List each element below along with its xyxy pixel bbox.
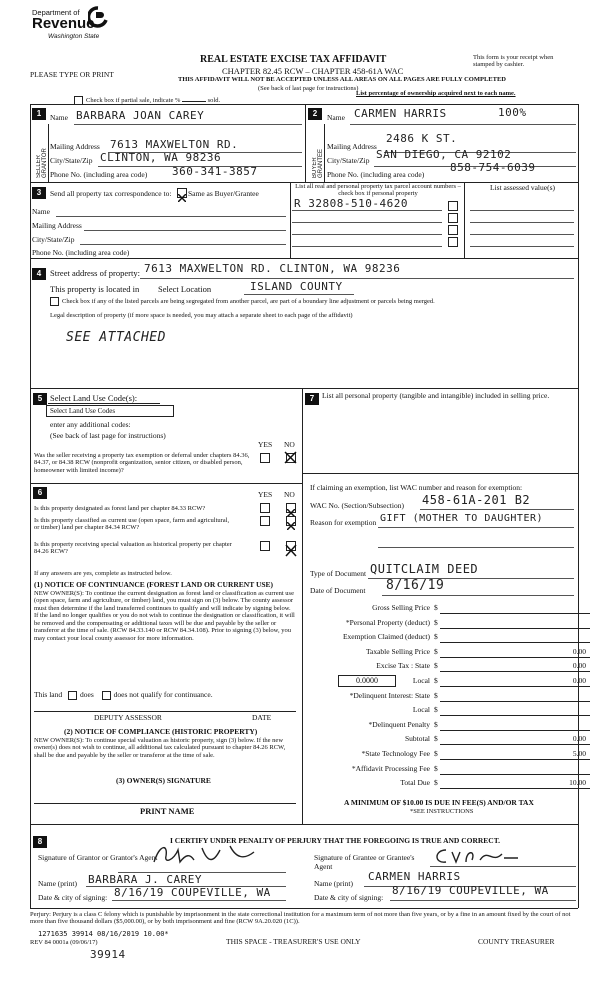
grantor-date-city-label: Date & city of signing: <box>38 893 108 902</box>
section-4-number: 4 <box>32 268 46 280</box>
fee-row <box>310 632 590 644</box>
fee-value[interactable]: 0.00 <box>572 646 586 656</box>
see-instructions: *SEE INSTRUCTIONS <box>410 808 474 815</box>
fee-label: Gross Selling Price <box>372 603 430 612</box>
notice2-title: (2) NOTICE OF COMPLIANCE (HISTORIC PROPERTY) <box>64 727 258 736</box>
continuance-row <box>34 690 213 700</box>
seller-name-label: Name <box>50 113 68 122</box>
fee-row <box>310 647 590 659</box>
minimum-note: A MINIMUM OF $10.00 IS DUE IN FEE(S) AND/OR TAX <box>344 798 534 807</box>
does-not-checkbox[interactable] <box>102 691 111 700</box>
fee-line <box>440 759 590 760</box>
dollar-sign: $ <box>434 603 438 612</box>
fee-row <box>310 778 590 790</box>
not-accepted-notice: THIS AFFIDAVIT WILL NOT BE ACCEPTED UNLESS ALL AREAS ON ALL PAGES ARE FULLY COMPLETED <box>178 76 506 83</box>
dollar-sign: $ <box>434 749 438 758</box>
assessed-header: List assessed value(s) <box>490 183 555 192</box>
dollar-sign: $ <box>434 734 438 744</box>
grantor-name[interactable]: BARBARA J. CAREY <box>88 873 202 886</box>
owner-signature-label: (3) OWNER(S) SIGNATURE <box>116 776 211 785</box>
same-as-buyer-checkbox[interactable] <box>177 188 187 198</box>
s6-q3-yes-checkbox[interactable] <box>260 541 270 551</box>
recording-stamp: 1271635 39914 08/16/2019 10.00* <box>38 930 169 938</box>
fee-value[interactable]: 0.00 <box>572 734 586 744</box>
s6-q1: Is this property designated as forest land per chapter 84.33 RCW? <box>34 505 206 512</box>
notice2-body: NEW OWNER(S): To continue special valuation as historic property, sign (3) below. If the new owner(s) does not wish to continue, all additional tax calculated pursuant to chapter 84.26 RCW, shall be due and payable by the seller or transferor at the time of sale. <box>34 737 286 759</box>
seller-side-label: SELLER GRANTOR <box>36 148 48 178</box>
fee-row <box>310 618 590 630</box>
grantor-name-label: Name (print) <box>38 879 77 888</box>
seller-mailing[interactable]: 7613 MAXWELTON RD. <box>110 138 239 151</box>
fee-label: *Delinquent Interest: State <box>349 690 430 700</box>
dollar-sign: $ <box>434 690 438 700</box>
form-chapter: CHAPTER 82.45 RCW – CHAPTER 458-61A WAC <box>222 66 404 76</box>
fee-row <box>310 661 590 673</box>
grantee-name-label: Name (print) <box>314 879 353 888</box>
grantee-date-city[interactable]: 8/16/19 COUPEVILLE, WA <box>392 884 549 897</box>
dollar-sign: $ <box>434 719 438 729</box>
street-address[interactable]: 7613 MAXWELTON RD. CLINTON, WA 98236 <box>144 262 401 275</box>
qualify-label: qualify for continuance. <box>140 690 213 699</box>
grantor-date-city[interactable]: 8/16/19 COUPEVILLE, WA <box>114 886 271 899</box>
doc-date[interactable]: 8/16/19 <box>386 578 445 593</box>
buyer-phone[interactable]: 858-754-6039 <box>450 161 536 174</box>
grantee-date-city-label: Date & city of signing: <box>314 893 384 902</box>
exemption-reason[interactable]: GIFT (MOTHER TO DAUGHTER) <box>380 513 544 524</box>
assessor-date-label: DATE <box>252 713 272 722</box>
county-treasurer-label: COUNTY TREASURER <box>478 937 555 946</box>
fee-line <box>440 686 590 687</box>
fee-row <box>310 734 590 746</box>
fee-row <box>310 749 590 761</box>
see-back-header: (See back of last page for instructions) <box>258 85 359 92</box>
seller-phone-label: Phone No. (including area code) <box>50 170 148 179</box>
select-location[interactable]: Select Location <box>158 284 212 294</box>
located-label: This property is located in <box>50 284 140 294</box>
seller-phone[interactable]: 360-341-3857 <box>172 165 258 178</box>
street-label: Street address of property: <box>50 268 140 278</box>
does-not-label: does not <box>113 690 139 699</box>
dollar-sign: $ <box>434 661 438 671</box>
dollar-sign: $ <box>434 705 438 715</box>
segregated-row <box>50 297 575 306</box>
s3-city-label: City/State/Zip <box>32 235 75 244</box>
s6-q3-no-checkbox[interactable] <box>286 541 296 551</box>
fee-label: Taxable Selling Price <box>365 646 430 656</box>
parcel-personal-checkbox-2[interactable] <box>448 213 458 223</box>
wac-number[interactable]: 458-61A-201 B2 <box>422 493 531 507</box>
section-8-number: 8 <box>33 836 47 848</box>
fee-line <box>440 701 590 702</box>
s6-q2-no-checkbox[interactable] <box>286 516 296 526</box>
fee-value[interactable]: 10.00 <box>569 778 586 788</box>
s5-yes-header: YES <box>258 440 273 449</box>
parcel-number[interactable]: R 32808-510-4620 <box>294 197 408 210</box>
grantor-signature-label: Signature of Grantor or Grantor's Agent <box>38 853 158 862</box>
fee-label: Local <box>412 676 430 685</box>
segregated-label: Check box if any of the listed parcels are being segregated from another parcel, are part of a boundary line adjustment or parcels being merged. <box>62 297 435 305</box>
local-rate-input[interactable]: 0.0000 <box>338 675 396 687</box>
does-checkbox[interactable] <box>68 691 77 700</box>
fee-label: Subtotal <box>404 734 430 744</box>
parcel-header: List all real and personal property tax parcel account numbers – check box if personal property <box>295 183 461 198</box>
personal-property-label: List all personal property (tangible and intangible) included in selling price. <box>322 391 550 400</box>
fee-line <box>440 613 590 614</box>
grantee-signature-label: Signature of Grantee or Grantee's Agent <box>314 853 415 871</box>
fee-line <box>440 657 590 658</box>
fee-label: *Personal Property (deduct) <box>345 617 430 627</box>
s6-if-yes: If any answers are yes, complete as instructed below. <box>34 570 172 577</box>
section-2-number: 2 <box>308 108 322 120</box>
exemption-intro: If claiming an exemption, list WAC number and reason for exemption: <box>310 483 523 492</box>
doc-type-label: Type of Document <box>310 569 367 578</box>
buyer-name[interactable]: CARMEN HARRIS <box>354 107 447 120</box>
fee-label: Exemption Claimed (deduct) <box>342 632 430 642</box>
fee-row <box>310 720 590 732</box>
s5-no-checkbox[interactable] <box>286 453 296 463</box>
fee-line <box>440 628 590 629</box>
send-correspondence-label: Send all property tax correspondence to: <box>50 189 172 198</box>
perjury-notice: Perjury: Perjury is a class C felony which is punishable by imprisonment in the state correctional institution for a maximum term of not more than five years, or by a fine in an amount fixed by the court of not more than five thousand dollars ($5,000.00), or by both imprisonment and fine (RCW 9A.20.020 (1C)). <box>30 911 571 926</box>
treasurer-space-label: THIS SPACE - TREASURER'S USE ONLY <box>226 937 361 946</box>
seller-name[interactable]: BARBARA JOAN CAREY <box>76 109 205 122</box>
seller-city[interactable]: CLINTON, WA 98236 <box>100 151 222 164</box>
fee-label: Local <box>412 705 430 715</box>
fee-line <box>440 730 590 731</box>
dollar-sign: $ <box>434 632 438 642</box>
legal-description[interactable]: SEE ATTACHED <box>66 330 166 345</box>
segregated-checkbox[interactable] <box>50 297 59 306</box>
land-use-select[interactable]: Select Land Use Codes <box>46 405 174 417</box>
fee-label: Total Due <box>400 778 430 788</box>
buyer-city-label: City/State/Zip <box>327 156 370 165</box>
fee-line <box>440 671 590 672</box>
fee-row <box>310 603 590 615</box>
doc-type[interactable]: QUITCLAIM DEED <box>370 562 479 576</box>
exemption-reason-label: Reason for exemption <box>310 518 377 527</box>
fee-label: *State Technology Fee <box>361 749 430 758</box>
form-title: REAL ESTATE EXCISE TAX AFFIDAVIT <box>200 54 387 65</box>
fee-value[interactable]: 5.00 <box>572 749 586 758</box>
receipt-note: This form is your receipt when stamped by cashier. <box>473 54 554 69</box>
section-6-number: 6 <box>33 487 47 499</box>
notice1-body: NEW OWNER(S): To continue the current designation as forest land or classification as current use (open space, farm and agriculture, or timber) land, you must sign on (3) below. The county assessor must then determine if the land transferred continues to qualify and will indicate by signing below. If the land no longer qualifies or you do not wish to continue the designation or classification, it will be removed and the compensating or additional taxes will be due and payable by the seller or transferor at the time of sale. (RCW 84.33.140 or RCW 84.34.108). Prior to signing (3) below, you may contact your local county assessor for more information. <box>34 590 295 642</box>
s3-phone-label: Phone No. (including area code) <box>32 248 130 257</box>
buyer-name-label: Name <box>327 113 345 122</box>
grantee-name[interactable]: CARMEN HARRIS <box>368 870 461 883</box>
s5-yes-checkbox[interactable] <box>260 453 270 463</box>
please-type: PLEASE TYPE OR PRINT <box>30 70 114 79</box>
dept-line2: Revenue <box>32 15 95 32</box>
additional-codes-label: enter any additional codes: <box>50 420 131 429</box>
section-5-number: 5 <box>33 393 47 405</box>
doc-date-label: Date of Document <box>310 586 366 595</box>
same-as-buyer-label: Same as Buyer/Grantee <box>188 189 259 198</box>
fee-row <box>310 691 590 703</box>
partial-sale-label: Check box if partial sale, indicate % <box>86 96 181 104</box>
print-name-label: PRINT NAME <box>140 806 195 816</box>
parcel-personal-checkbox-1[interactable] <box>448 201 458 211</box>
does-label: does <box>80 690 94 699</box>
buyer-side-label: BUYER GRANTEE <box>312 148 324 178</box>
buyer-city[interactable]: SAN DIEGO, CA 92102 <box>376 148 512 161</box>
s6-yes-header: YES <box>258 490 273 499</box>
dollar-sign: $ <box>434 778 438 788</box>
notice1-title: (1) NOTICE OF CONTINUANCE (FOREST LAND OR CURRENT USE) <box>34 580 274 589</box>
buyer-pct[interactable]: 100% <box>498 106 527 119</box>
deputy-assessor-label: DEPUTY ASSESSOR <box>94 713 162 722</box>
seller-city-label: City/State/Zip <box>50 156 93 165</box>
fee-row <box>310 705 590 717</box>
s6-q3: Is this property receiving special valuation as historical property per chapter 84.26 RCW? <box>34 541 232 556</box>
dollar-sign: $ <box>434 646 438 656</box>
buyer-phone-label: Phone No. (including area code) <box>327 170 425 179</box>
fee-row <box>310 764 590 776</box>
rev-number: REV 84 0001a (09/06/17) <box>30 939 98 946</box>
fee-label: Excise Tax : State <box>376 661 430 671</box>
dollar-sign: $ <box>434 763 438 773</box>
s3-name-label: Name <box>32 207 50 216</box>
s6-q1-no-checkbox[interactable] <box>286 503 296 513</box>
fee-value[interactable]: 0.00 <box>572 661 586 671</box>
parcel-personal-checkbox-3[interactable] <box>448 225 458 235</box>
fee-line <box>440 715 590 716</box>
certify-statement: I CERTIFY UNDER PENALTY OF PERJURY THAT THE FOREGOING IS TRUE AND CORRECT. <box>170 836 501 845</box>
s5-no-header: NO <box>284 440 295 449</box>
grantor-signature <box>150 842 260 873</box>
grantee-signature <box>432 846 522 873</box>
parcel-personal-checkbox-4[interactable] <box>448 237 458 247</box>
fee-line <box>440 744 590 745</box>
buyer-mailing[interactable]: 2486 K ST. <box>386 132 458 145</box>
legal-description-label: Legal description of property (if more space is needed, you may attach a separate sheet to each page of the affidavit) <box>50 312 353 319</box>
county[interactable]: ISLAND COUNTY <box>250 280 343 293</box>
dept-line3: Washington State <box>48 33 100 40</box>
buyer-mailing-label: Mailing Address <box>327 142 377 151</box>
fee-value[interactable]: 0.00 <box>572 676 586 685</box>
s6-no-header: NO <box>284 490 295 499</box>
section-7-number: 7 <box>305 393 319 405</box>
s6-q1-yes-checkbox[interactable] <box>260 503 270 513</box>
handwritten-number: 39914 <box>90 948 126 961</box>
s5-see-back: (See back of last page for instructions) <box>50 431 166 440</box>
dor-logo <box>32 6 132 46</box>
ownership-pct-note: List percentage of ownership acquired next to each name. <box>356 90 516 97</box>
dollar-sign: $ <box>434 676 438 685</box>
fee-line <box>440 788 590 789</box>
this-land-label: This land <box>34 690 63 699</box>
seller-mailing-label: Mailing Address <box>50 142 100 151</box>
fee-label: *Affidavit Processing Fee <box>351 763 430 773</box>
fee-line <box>440 774 590 775</box>
section-3-number: 3 <box>32 187 46 199</box>
wac-label: WAC No. (Section/Subsection) <box>310 501 404 510</box>
sold-label: sold. <box>207 96 221 104</box>
land-use-label: Select Land Use Code(s): <box>50 393 138 403</box>
s6-q2: Is this property classified as current use (open space, farm and agricultural, or timber) land per chapter 84.34 RCW? <box>34 517 230 532</box>
fee-line <box>440 642 590 643</box>
s3-mailing-label: Mailing Address <box>32 221 82 230</box>
section-1-number: 1 <box>32 108 46 120</box>
dollar-sign: $ <box>434 617 438 627</box>
s5-question: Was the seller receiving a property tax exemption or deferral under chapters 84.36, 84.37, or 84.38 RCW (nonprofit organization, senior citizen, or disabled person, homeowner with limited income)? <box>34 452 250 474</box>
s6-q2-yes-checkbox[interactable] <box>260 516 270 526</box>
fee-label: *Delinquent Penalty <box>368 719 430 729</box>
dept-line1: Department of <box>32 8 80 17</box>
